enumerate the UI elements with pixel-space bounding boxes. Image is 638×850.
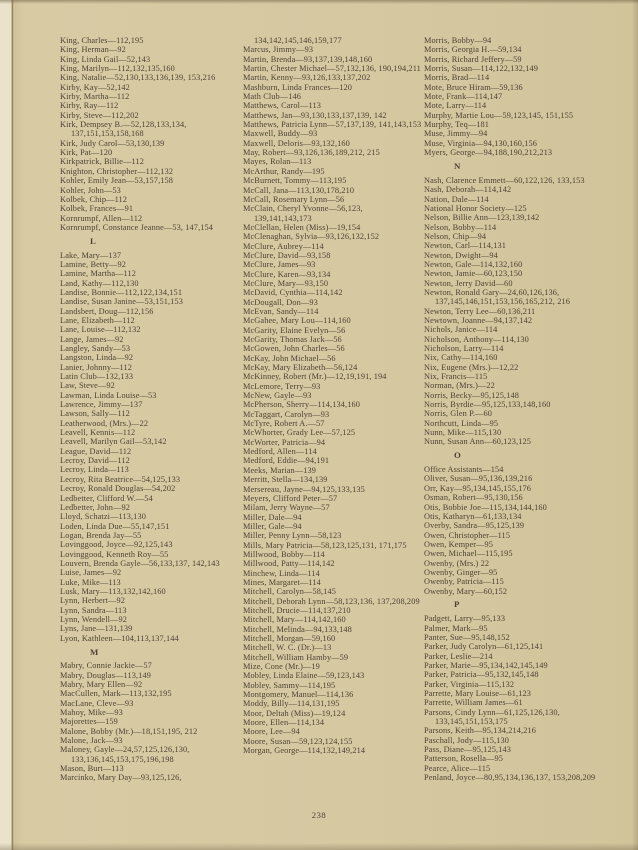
index-entry: Pass, Diane—95,125,143 — [424, 745, 511, 755]
index-entry: Ledbetter, John—92 — [60, 502, 131, 512]
index-entry: Montgomery, Manuel—114,136 — [243, 690, 354, 700]
index-entry: Nation, Dale—114 — [424, 194, 489, 204]
index-entry: Land, Kathy—112,130 — [60, 278, 139, 288]
index-entry: League, David—112 — [60, 446, 132, 456]
index-entry: Kohler, Emily Jean—53,157,158 — [60, 176, 174, 186]
index-entry: Owenby, Patricia—115 — [424, 577, 504, 587]
index-entry: Lovinggood, Joyce—92,125,143 — [60, 540, 173, 550]
index-entry: Lyns, Jane—131,139 — [60, 624, 133, 634]
index-entry: McClure, James—93 — [243, 260, 316, 270]
index-entry: Owenby, Ginger—95 — [424, 567, 498, 577]
index-entry: Langston, Linda—92 — [60, 353, 134, 363]
index-entry: Owen, Michael—115,195 — [424, 549, 513, 559]
index-entry: McGowen, John Charles—56 — [243, 344, 345, 354]
index-entry: Moddy, Billy—114,131,195 — [243, 699, 340, 709]
index-entry: Leavell, Marilyn Gail—53,142 — [60, 437, 167, 447]
index-entry: Nelson, Billie Ann—123,139,142 — [424, 213, 540, 223]
index-entry: McTyre, Robert A.—57 — [243, 419, 325, 429]
index-entry: Morris, Brad—114 — [424, 73, 490, 83]
index-entry: Lecroy, Ronald Douglas—54,202 — [60, 484, 176, 494]
index-entry: Mabry, Connie Jackie—57 — [60, 661, 152, 671]
index-entry: Otis, Katharyn—61,133,134 — [424, 511, 522, 521]
index-entry: Nicholson, Anthony—114,130 — [424, 334, 529, 344]
index-entry: McKay, Mary Elizabeth—56,124 — [243, 363, 358, 373]
index-entry: Maxwell, Deloris—93,132,160 — [243, 138, 350, 148]
index-entry: Malone, Bobby (Mr.)—18,151,195, 212 — [60, 726, 198, 736]
index-entry: Lawman, Linda Louise—53 — [60, 390, 157, 400]
index-entry: McGarity, Elaine Evelyn—56 — [243, 325, 346, 335]
index-entry: Mitchell, Deborah Lynn—58,123,136, 137,208,209 — [243, 596, 420, 606]
index-entry: Nix, Cathy—114,160 — [424, 353, 498, 363]
index-entry: Mitchell, Melinda—94,133,148 — [243, 624, 352, 634]
index-entry: Miller, Penny Lynn—58,123 — [243, 531, 342, 541]
index-entry: King, Linda Gail—52,143 — [60, 54, 151, 64]
index-entry: Mitchell, William Hamby—59 — [243, 652, 349, 662]
index-entry: Majorettes—159 — [60, 717, 118, 727]
index-entry: Lynn, Herbert—92 — [60, 596, 126, 606]
index-entry: Malone, Jack—93 — [60, 736, 123, 746]
index-entry: Palmer, Mark—95 — [424, 623, 488, 633]
index-entry: Matthews, Carol—113 — [243, 101, 322, 111]
index-entry: Leavell, Kennis—112 — [60, 428, 136, 438]
index-entry: Owenby, Mary—60,152 — [424, 586, 508, 596]
index-entry: Marcus, Jimmy—93 — [243, 45, 314, 55]
index-entry: McClure, Mary—93,150 — [243, 278, 329, 288]
index-entry: Norris, Glen P.—60 — [424, 409, 493, 419]
index-entry: Parker, Marie—95,134,142,145,149 — [424, 661, 548, 670]
index-entry: Murphy, Teq—181 — [424, 120, 490, 130]
index-entry: McClure, David—93,158 — [243, 250, 331, 260]
index-entry: Nelson, Chip—94 — [424, 231, 487, 241]
index-entry: Mitchell, Mary—114,142,160 — [243, 615, 346, 625]
index-entry: Kirby, Martha—112 — [60, 92, 130, 102]
index-entry: Panter, Sue—95,148,152 — [424, 632, 510, 642]
index-entry: Mines, Margaret—114 — [243, 577, 321, 587]
index-entry: Mobley, Linda Elaine—59,123,143 — [243, 671, 365, 681]
index-entry: Lake, Mary—137 — [60, 250, 122, 260]
index-entry: McWorter, Patricia—94 — [243, 437, 326, 447]
index-entry: Nix, Eugene (Mrs.)—12,22 — [424, 362, 519, 372]
index-entry: Muse, Jimmy—94 — [424, 129, 488, 139]
index-entry: King, Marilyn—112,132,135,160 — [60, 64, 175, 74]
index-entry: Parrette, William James—61 — [424, 698, 523, 708]
index-entry: McLemore, Terry—93 — [243, 381, 321, 391]
index-entry: May, Robert—93,126,136,189,212, 215 — [243, 148, 380, 158]
index-entry: McBurnett, Tommy—113,195 — [243, 176, 347, 186]
index-entry: Landise, Bonnie—112,122,134,151 — [60, 287, 183, 297]
index-entry: McGarity, Thomas Jack—56 — [243, 335, 342, 344]
index-entry: Osman, Robert—95,130,156 — [424, 493, 523, 503]
index-entry: Lusk, Mary—113,132,142,160 — [60, 586, 166, 596]
index-entry: Kolbek, Frances—91 — [60, 204, 134, 214]
index-entry: Martin, Kenny—93,126,133,137,202 — [243, 73, 371, 83]
index-entry: Mersereau, Jayne—94,125,133,135 — [243, 484, 365, 494]
index-entry: Morgan, George—114,132,149,214 — [243, 746, 366, 756]
index-entry: Mabry, Mary Ellen—92 — [60, 680, 143, 690]
index-entry: Parker, Virginia—115,132 — [424, 679, 515, 689]
index-entry: Martin, Chester Michael—57,132,136, 190,194,211 — [243, 64, 421, 74]
index-entry: Kirkpatrick, Billie—112 — [60, 157, 145, 167]
index-entry: Kirby, Steve—112,202 — [60, 110, 139, 120]
section-letter: P — [454, 599, 460, 610]
index-column-1 — [60, 36, 239, 783]
index-entry: Merritt, Stella—134,139 — [243, 475, 328, 485]
index-entry: Mote, Larry—114 — [424, 101, 487, 111]
index-entry: McNew, Gayle—93 — [243, 391, 312, 401]
index-entry: Office Assistants—154 — [424, 465, 504, 475]
index-entry: Parker, Judy Carolyn—61,125,141 — [424, 642, 544, 652]
index-entry: Lecroy, Linda—113 — [60, 465, 129, 475]
index-entry: Landsbert, Doug—112,156 — [60, 306, 154, 316]
index-entry: McClure, Karen—93,134 — [243, 269, 331, 279]
index-entry: Lloyd, Schatzi—113,130 — [60, 512, 146, 522]
index-entry: Paschall, Jody—115,130 — [424, 735, 510, 745]
index-entry: Myers, George—94,188,190,212,213 — [424, 148, 553, 158]
index-entry: National Honor Society—125 — [424, 203, 527, 213]
index-entry: Newton, Dwight—94 — [424, 250, 498, 260]
index-entry: McPherson, Sherry—114,134,160 — [243, 400, 361, 410]
index-entry: Lanier, Johnny—112 — [60, 362, 133, 372]
index-entry: Mahoy, Mike—93 — [60, 708, 123, 718]
index-entry: Newton, Jamie—60,123,150 — [424, 269, 523, 279]
index-entry: Lynn, Wendell—92 — [60, 614, 128, 624]
index-entry: King, Herman—92 — [60, 45, 126, 55]
index-entry: Lane, Louise—112,132 — [60, 325, 141, 335]
index-entry: Kirby, Ray—112 — [60, 101, 119, 111]
index-entry: Parker, Patricia—95,132,145,148 — [424, 670, 539, 680]
index-entry: Lane, Elizabeth—112 — [60, 315, 135, 325]
index-entry: Owen, Kemper—95 — [424, 539, 494, 549]
index-entry: Nunn, Mike—115,130 — [424, 428, 502, 438]
index-entry: Mills, Mary Patricia—58,123,125,131, 171,175 — [243, 540, 407, 550]
index-entry: MacCullen, Mark—113,132,195 — [60, 689, 172, 699]
index-entry: Latin Club—132,133 — [60, 372, 134, 382]
index-entry: McEvan, Sandy—114 — [243, 306, 319, 316]
index-entry: 134,142,145,146,159,177 — [254, 36, 342, 45]
index-entry: Lawrence, Jimmy—137 — [60, 400, 143, 410]
index-entry: Law, Steve—92 — [60, 381, 115, 391]
index-entry: Nash, Clarence Emmett—60,122,126, 133,153 — [424, 175, 585, 185]
index-entry: Kirk, Pat—120 — [60, 148, 113, 158]
index-entry: Morris, Richard Jeffery—59 — [424, 54, 522, 64]
index-entry: Kohler, John—53 — [60, 185, 121, 195]
index-entry: Muse, Virginia—94,130,160,156 — [424, 138, 538, 148]
index-entry: Kirby, Kay—52,142 — [60, 82, 130, 92]
index-entry: Moor, Deltah (Miss)—19,124 — [243, 708, 346, 718]
index-entry: Miller, Dale—94 — [243, 512, 302, 522]
index-entry: McClure, Aubrey—114 — [243, 241, 324, 251]
index-entry: Marcinko, Mary Day—93,125,126, — [60, 773, 182, 783]
index-entry: Matthews, Patricia Lynn—57,137,139, 141,143,153 — [243, 120, 422, 130]
index-entry: Owen, Christopher—115 — [424, 530, 511, 540]
index-entry: Louvern, Brenda Gayle—56,133,137, 142,143 — [60, 558, 220, 568]
index-entry: Mason, Burt—113 — [60, 764, 124, 774]
index-entry: Mitchell, Morgan—59,160 — [243, 634, 336, 643]
index-entry: Matthews, Jan—93,130,133,137,139, 142 — [243, 110, 387, 120]
index-entry: McClenaghan, Sylvia—93,126,132,152 — [243, 232, 380, 242]
index-entry: Newton, Carl—114,131 — [424, 241, 507, 251]
index-entry: Kornrumpf, Constance Jeanne—53, 147,154 — [60, 222, 214, 232]
index-entry: Langley, Sandy—53 — [60, 344, 131, 353]
index-entry: Logan, Brenda Jay—55 — [60, 530, 142, 540]
index-entry: Minchew, Linda—114 — [243, 568, 320, 578]
index-entry: Maxwell, Buddy—93 — [243, 129, 318, 139]
index-entry: McDougall, Don—93 — [243, 297, 318, 307]
section-letter: N — [454, 160, 461, 171]
index-entry: Medford, Allen—114 — [243, 447, 317, 457]
index-entry: Norman, (Mrs.)—22 — [424, 381, 495, 391]
index-entry: Mobley, Sammy—114,195 — [243, 680, 336, 690]
index-entry: McTaggart, Carolyn—93 — [243, 409, 330, 419]
index-entry: McKinney, Robert (Mr.)—12,19,191, 194 — [243, 372, 387, 382]
index-entry: Mayes, Rolan—113 — [243, 157, 312, 167]
index-entry: Pearce, Alice—115 — [424, 763, 491, 773]
index-entry: Lyon, Kathleen—104,113,137,144 — [60, 633, 179, 643]
index-entry: Lynn, Sandra—113 — [60, 605, 127, 615]
index-entry: Luise, James—92 — [60, 568, 122, 578]
index-entry: Morris, Georgia H.—59,134 — [424, 45, 522, 55]
index-entry: Newton, Gale—114,132,160 — [424, 259, 523, 269]
index-entry: Otis, Bobbie Joe—115,134,144,160 — [424, 502, 547, 512]
index-entry: Mote, Frank—114,147 — [424, 92, 503, 102]
index-entry: Loden, Linda Due—55,147,151 — [60, 521, 170, 531]
index-entry: Milam, Jerry Wayne—57 — [243, 503, 330, 513]
index-entry: Lecroy, Rita Beatrice—54,125,133 — [60, 474, 181, 484]
index-entry: King, Natalie—52,130,133,136,139, 153,216 — [60, 73, 216, 83]
section-letter: O — [454, 450, 461, 461]
page-number: 238 — [311, 810, 327, 820]
index-entry: Penland, Joyce—80,95,134,136,137, 153,208,209 — [424, 773, 596, 783]
section-letter: M — [90, 646, 99, 657]
index-entry: Nash, Deborah—114,142 — [424, 185, 512, 195]
index-entry: MacLane, Cleve—93 — [60, 698, 134, 708]
index-entry: Kirk, Judy Carol—53,130,139 — [60, 138, 165, 148]
index-column-2 — [243, 36, 422, 755]
index-entry: Moore, Ellen—114,134 — [243, 718, 325, 728]
index-entry: Parsons, Cindy Lynn—61,125,126,130, 133,145,151,153,175 — [424, 707, 560, 727]
index-entry: Oliver, Susan—95,136,139,216 — [424, 474, 533, 484]
index-entry: Orr, Kay—95,134,145,155,176 — [424, 483, 532, 493]
index-entry: McClain, Cheryl Yvonne—56,123, 139,141,143,173 — [243, 204, 363, 223]
index-entry: Leatherwood, (Mrs.)—22 — [60, 418, 149, 428]
index-entry: Lecroy, David—112 — [60, 456, 130, 466]
index-entry: Millwood, Bobby—114 — [243, 549, 325, 559]
index-entry: Patterson, Rosella—95 — [424, 754, 504, 764]
index-entry: Mitchell, Drucie—114,137,210 — [243, 605, 351, 615]
index-entry: Newtown, Joanne—94,137,142 — [424, 315, 533, 325]
index-entry: Landise, Susan Janine—53,151,153 — [60, 297, 183, 307]
index-entry: Nunn, Susan Ann—60,123,125 — [424, 437, 532, 447]
index-entry: Murphy, Martie Lou—59,123,145, 151,155 — [424, 110, 574, 120]
index-entry: Norris, Byrdie—95,125,133,148,160 — [424, 400, 551, 410]
index-entry: McClellan, Helen (Miss)—19,154 — [243, 222, 361, 232]
index-entry: Morris, Bobby—94 — [424, 36, 492, 45]
index-entry: McCall, Jana—113,130,178,210 — [243, 185, 355, 195]
index-entry: Moore, Susan—59,123,124,155 — [243, 736, 353, 746]
index-entry: Ledbetter, Clifford W.—54 — [60, 493, 153, 503]
index-entry: Kornrumpf, Allen—112 — [60, 213, 143, 223]
index-entry: Parrette, Mary Louise—61,123 — [424, 689, 532, 699]
index-entry: King, Charles—112,195 — [60, 36, 144, 45]
index-entry: Newton, Terry Lee—60,136,211 — [424, 306, 536, 316]
index-entry: Meyers, Clifford Peter—57 — [243, 493, 338, 503]
index-entry: Millwood, Patty—114,142 — [243, 559, 335, 569]
index-entry: Lamine, Martha—112 — [60, 269, 137, 279]
index-entry: Mitchell, W. C. (Dr.)—13 — [243, 643, 332, 653]
index-entry: McGahee, Mary Lou—114,160 — [243, 316, 351, 326]
index-entry: Math Club—146 — [243, 92, 302, 102]
index-entry: McCall, Rosemary Lynn—56 — [243, 194, 345, 204]
index-entry: Martin, Brenda—93,137,139,148,160 — [243, 54, 373, 64]
index-entry: Owenby, (Mrs.) 22 — [424, 558, 490, 568]
index-column-3 — [424, 36, 616, 782]
index-entry: Lawson, Sally—112 — [60, 409, 130, 419]
index-entry: Maloney, Gayle—24,57,125,126,130, 133,136,145,153,175,196,198 — [60, 745, 190, 764]
index-entry: Lange, James—92 — [60, 334, 124, 344]
index-entry: Mize, Cone (Mr.)—19 — [243, 662, 320, 672]
page-edge — [12, 0, 13, 850]
index-entry: Moore, Lee—94 — [243, 727, 300, 737]
index-entry: Nelson, Bobby—114 — [424, 222, 497, 232]
index-entry: Padgett, Larry—95,133 — [424, 614, 506, 624]
index-entry: Nicholson, Larry—114 — [424, 344, 504, 353]
index-entry: Nix, Francis—115 — [424, 372, 488, 382]
index-entry: McArthur, Randy—195 — [243, 166, 325, 176]
index-entry: Parsons, Keith—95,134,214,216 — [424, 726, 537, 736]
index-entry: Parker, Leslie—214 — [424, 651, 493, 661]
index-entry: Mashburn, Linda Frances—120 — [243, 82, 353, 92]
index-entry: Morris, Susan—114,122,132,149 — [424, 64, 539, 74]
index-entry: Miller, Gale—94 — [243, 521, 302, 531]
section-letter: L — [90, 235, 96, 246]
index-entry: McWhorter, Grady Lee—57,125 — [243, 428, 356, 438]
index-entry: Knighton, Christopher—112,132 — [60, 166, 174, 176]
index-entry: Nichols, Janice—114 — [424, 325, 498, 335]
index-entry: Mote, Bruce Hiram—59,136 — [424, 82, 523, 92]
index-entry: Medford, Eddie—94,191 — [243, 456, 330, 466]
index-entry: Meeks, Marian—139 — [243, 465, 317, 475]
index-entry: Mabry, Douglas—113,149 — [60, 670, 151, 680]
index-entry: McKay, John Michael—56 — [243, 353, 336, 363]
index-entry: Overby, Sandra—95,125,139 — [424, 521, 525, 531]
index-entry: Mitchell, Carolyn—58,145 — [243, 587, 336, 597]
index-entry: Norris, Becky—95,125,148 — [424, 390, 520, 400]
index-entry: Newton, Jerry David—60 — [424, 278, 513, 288]
index-entry: Kirk, Dempsey B.—52,128,133,134, 137,151,153,158,168 — [60, 120, 187, 139]
index-entry: Lovinggood, Kenneth Roy—55 — [60, 549, 169, 559]
index-entry: McDavid, Cynthia—114,142 — [243, 288, 343, 298]
index-entry: Lamine, Betty—92 — [60, 259, 126, 269]
index-entry: Kolbek, Chip—112 — [60, 194, 128, 204]
index-entry: Northcutt, Linda—95 — [424, 418, 499, 428]
index-entry: Newton, Ronald Gary—24,60,126,136, 137,145,146,151,153,156,165,212, 216 — [424, 287, 570, 307]
index-entry: Luke, Mike—113 — [60, 577, 121, 587]
